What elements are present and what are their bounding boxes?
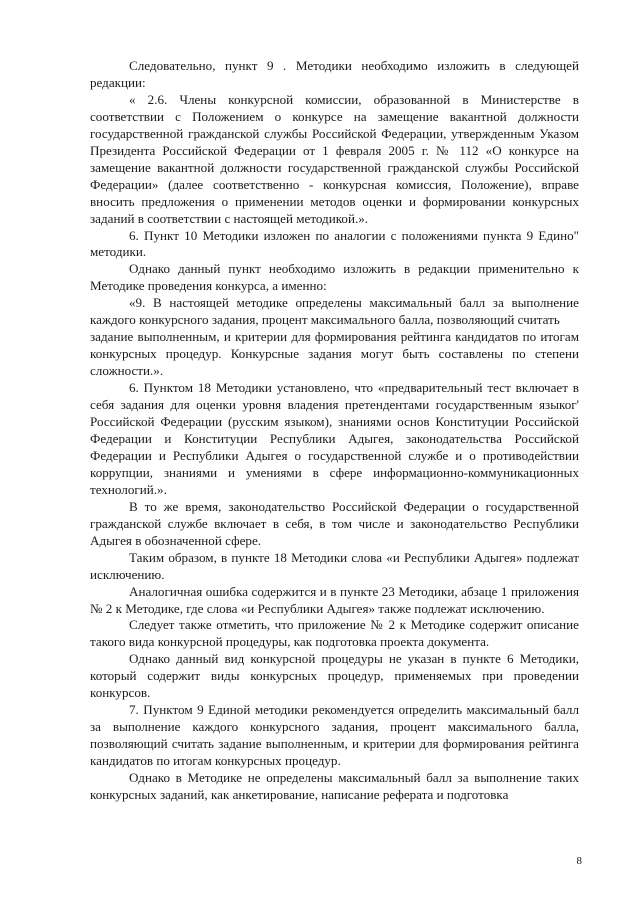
paragraph: Следовательно, пункт 9 . Методики необходимо изложить в следующей редакции: [90,58,579,90]
document-body [90,58,579,804]
paragraph: Однако данный вид конкурсной процедуры не указан в пункте 6 Методики, который содержит виды конкурсных процедур, применяемых при проведении конкурсов. [90,651,579,701]
paragraph: Однако данный пункт необходимо изложить в редакции применительно к Методике проведения конкурса, а именно: [90,261,579,294]
paragraph: В то же время, законодательство Российской Федерации о государственной гражданской службе включает в себя, в том числе и законодательство Республики Адыгея в обозначенной сфере. [90,498,579,548]
paragraph: «9. В настоящей методике определены максимальный балл за выполнение каждого конкурсного задания, процент максимального балла, позволяющий считать [90,295,579,328]
paragraph: Однако в Методике не определены максимальный балл за выполнение таких конкурсных заданий, как анкетирование, написание реферата и подготовка [90,770,579,802]
paragraph: Таким образом, в пункте 18 Методики слова «и Республики Адыгея» подлежат исключению. [90,549,579,582]
paragraph: Аналогичная ошибка содержится и в пункте 23 Методики, абзаце 1 приложения № 2 к Методике, где слова «и Республики Адыгея» также подлежат исключению. [90,583,579,616]
paragraph: 6. Пунктом 18 Методики установлено, что «предварительный тест включает в себя задания для оценки уровня владения претендентами государственным языког' Российской Федерации (русским языком), знаниями основ Конституции Российской Федерации и Конституции Республики Адыгея, законодательства Российской Федерации и Республики Адыгея о государственной службе и о противодействии коррупции, знаниями и умениями в сфере информационно-коммуникационных технологий.». [90,380,579,497]
paragraph: 6. Пункт 10 Методики изложен по аналогии с положениями пункта 9 Едино" методики. [90,227,579,260]
paragraph: задание выполненным, и критерии для формирования рейтинга кандидатов по итогам конкурсных процедур. Конкурсные задания могут быть составлены по степени сложности.». [90,329,579,379]
paragraph: « 2.6. Члены конкурсной комиссии, образованной в Министерстве в соответствии с Положением о конкурсе на замещение вакантной должности государственной гражданской службы Российской Федерации, утвержденным Указом Президента Российской Федерации от 1 февраля 2005 г. № 112 «О конкурсе на замещение вакантной должности государственной гражданской службы Российской Федерации» (далее соответственно - конкурсная комиссия, Положение), вправе вносить предложения о применении методов оценки и формировании конкурсных заданий в соответствии с настоящей методикой.». [90,91,579,226]
page-number: 8 [576,855,582,867]
paragraph: Следует также отметить, что приложение № 2 к Методике содержит описание такого вида конкурсной процедуры, как подготовка проекта документа. [90,617,579,650]
paragraph: 7. Пунктом 9 Единой методики рекомендуется определить максимальный балл за выполнение каждого конкурсного задания, процент максимального балла, позволяющий считать задание выполненным, и критерии для формирования рейтинга кандидатов по итогам конкурсных процедур. [90,702,579,769]
